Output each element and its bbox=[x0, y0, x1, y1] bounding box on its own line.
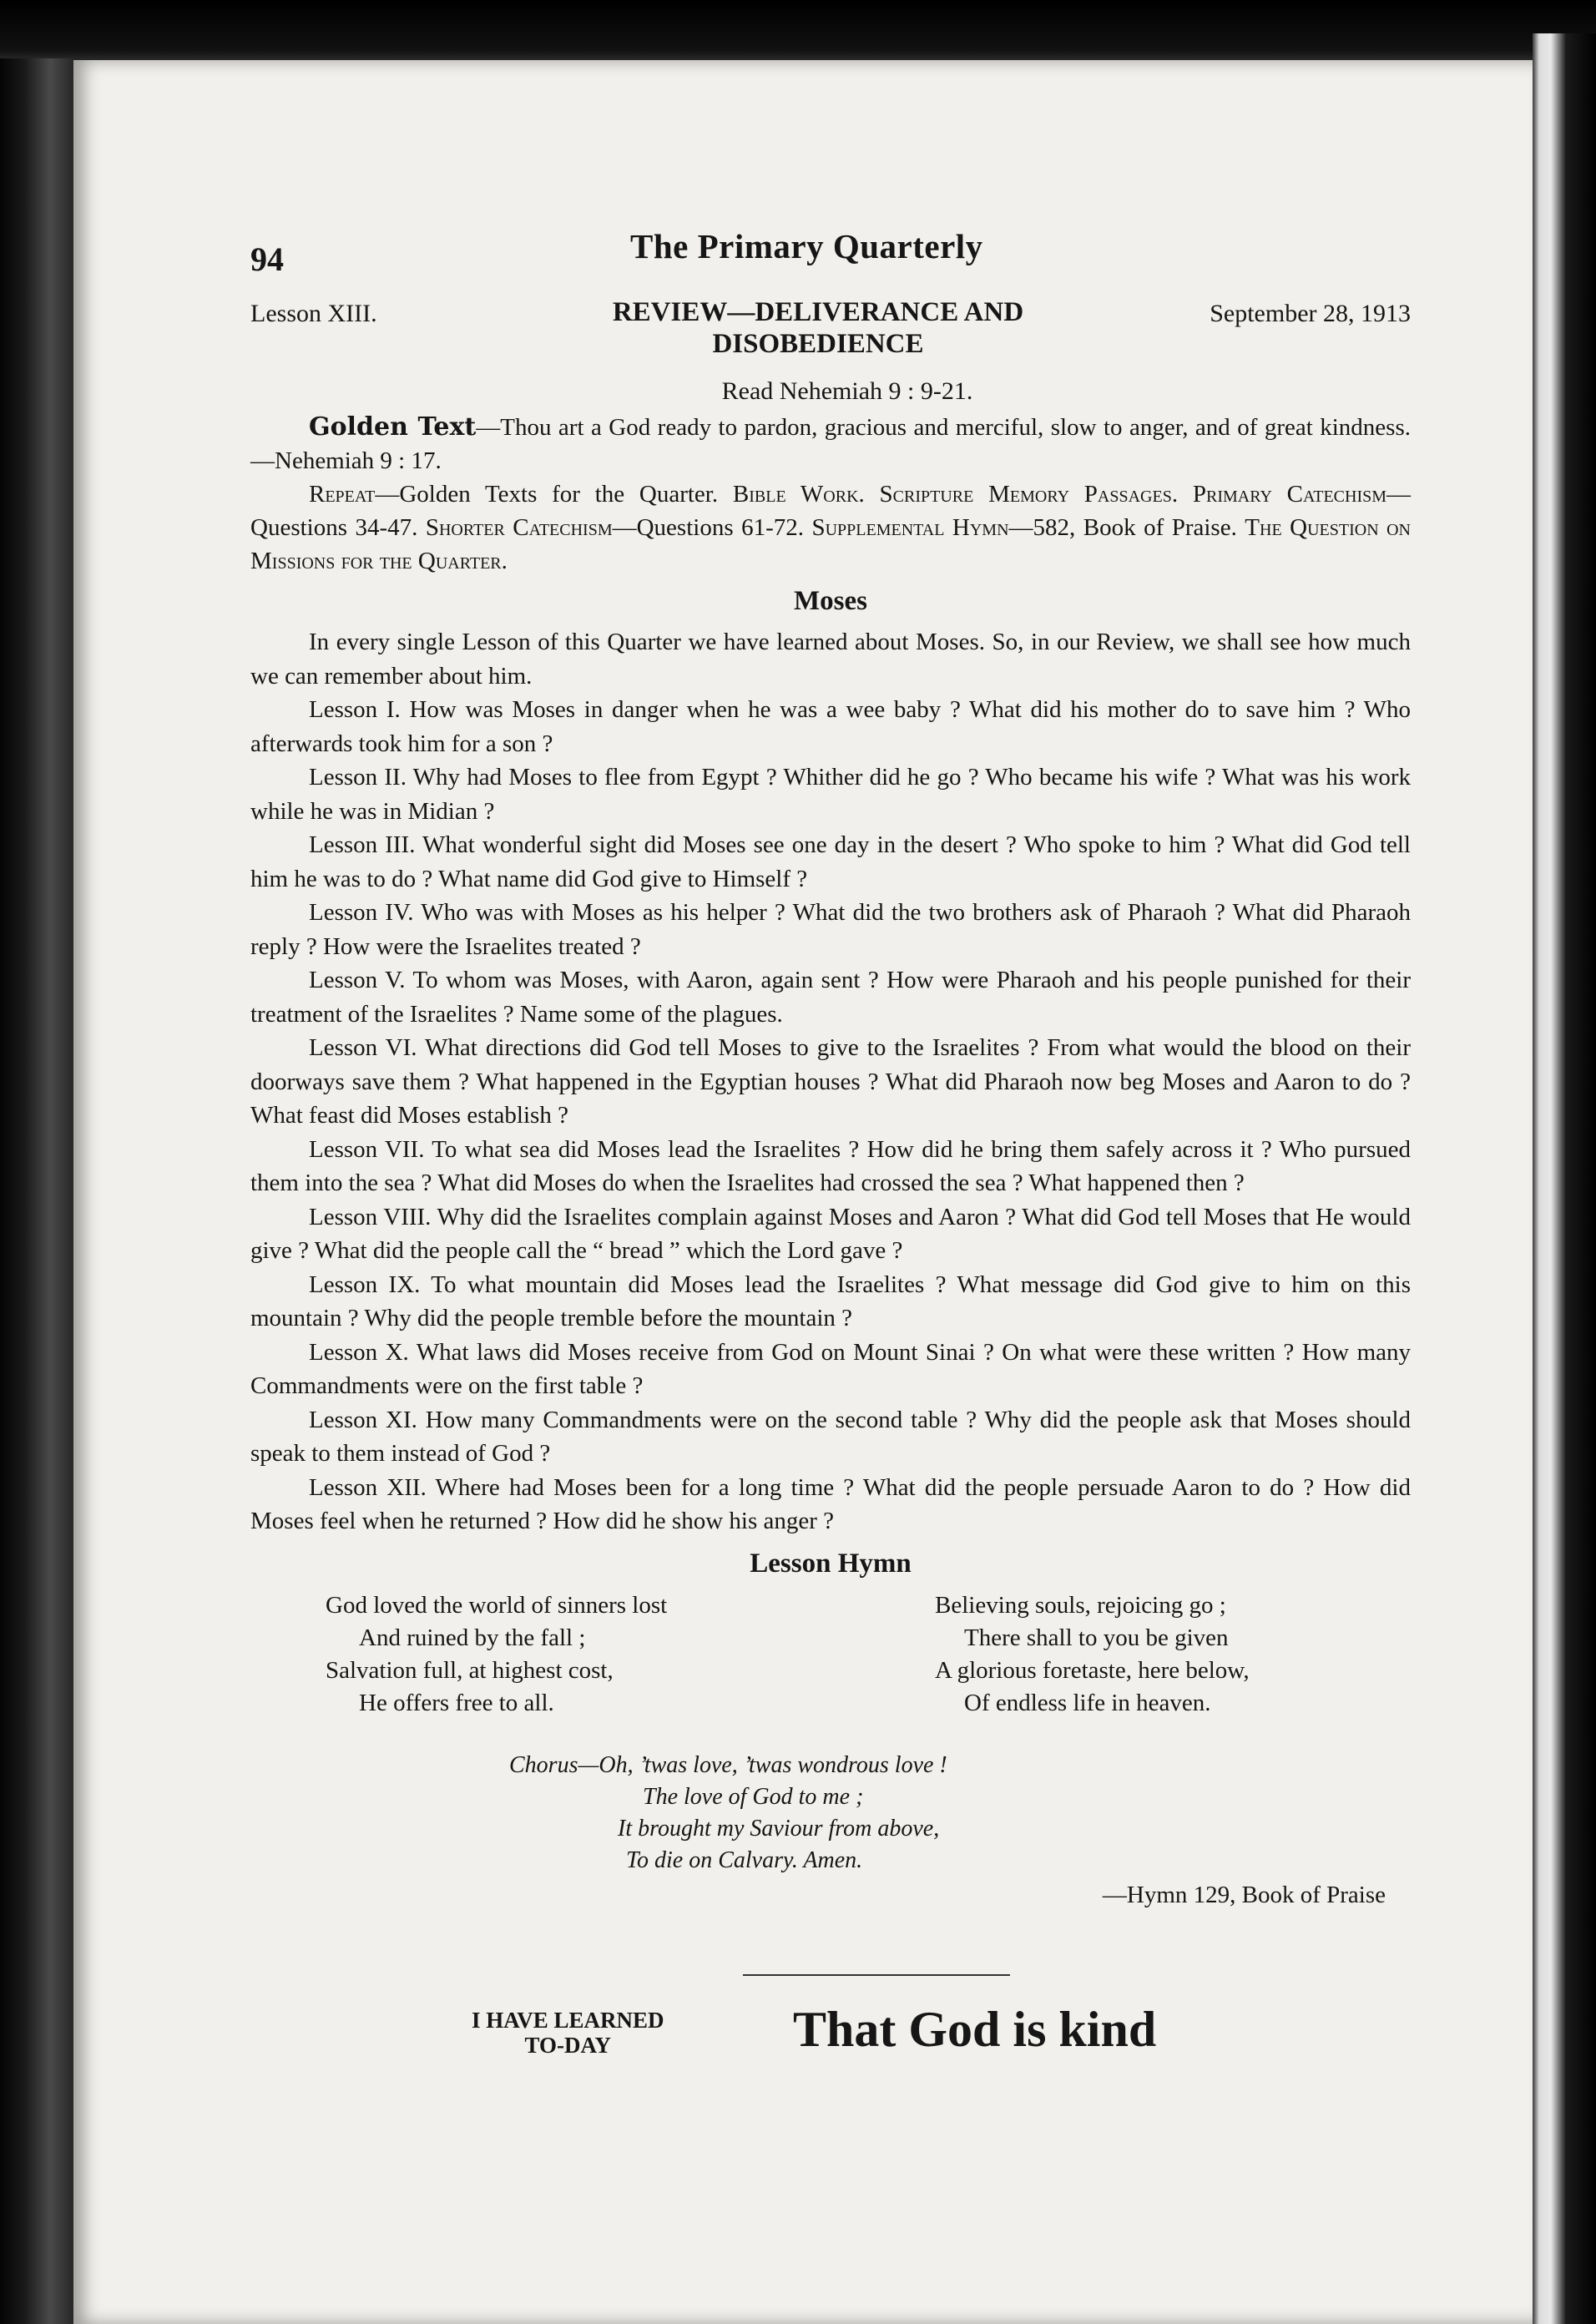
lesson-questions-text: To what sea did Moses lead the Israelites ? How did he bring them safely across it ? Who pursued them into the sea ? What did Moses do when the Israelites had crossed the sea ? What happened then ? bbox=[250, 1135, 1411, 1196]
lesson-questions bbox=[250, 1133, 1411, 1200]
lesson-questions bbox=[250, 1471, 1411, 1538]
lesson-questions-label: Lesson X. bbox=[309, 1338, 409, 1366]
section-heading: Moses bbox=[794, 586, 867, 616]
assignment-label: Supplemental Hymn bbox=[811, 514, 1009, 541]
page-content bbox=[250, 221, 1412, 2058]
hymn-chorus bbox=[509, 1750, 1411, 1877]
lesson-questions-text: Why did the Israelites complain against Moses and Aaron ? What did God tell Moses that He would give ? What did the people call the “ bread ” which the Lord gave ? bbox=[250, 1203, 1411, 1264]
lesson-questions-text: Why had Moses to flee from Egypt ? Whither did he go ? Who became his wife ? What was his work while he was in Midian ? bbox=[250, 764, 1411, 825]
lesson-questions-text: Who was with Moses as his helper ? What did the two brothers ask of Pharaoh ? What did Pharaoh reply ? How were the Israelites treated ? bbox=[250, 899, 1411, 960]
assignment-label: Primary Catechism bbox=[1192, 481, 1387, 508]
hymn-source: —Hymn 129, Book of Praise bbox=[1102, 1881, 1386, 1908]
book-binding bbox=[0, 58, 77, 2324]
hymn-line: Salvation full, at highest cost, bbox=[326, 1656, 614, 1684]
assignment-text: —Questions 61-72. bbox=[612, 514, 812, 541]
lesson-questions bbox=[250, 896, 1411, 963]
lesson-questions-label: Lesson VII. bbox=[309, 1135, 425, 1163]
lesson-questions bbox=[250, 963, 1411, 1031]
lesson-questions-label: Lesson VIII. bbox=[309, 1203, 432, 1230]
lesson-questions-label: Lesson IV. bbox=[309, 899, 414, 926]
divider-rule bbox=[743, 1974, 1010, 1976]
scan-top-shadow bbox=[0, 0, 1596, 67]
lesson-questions-label: Lesson III. bbox=[309, 831, 416, 858]
lesson-questions bbox=[250, 1031, 1411, 1133]
hymn-verse-left bbox=[326, 1589, 667, 1720]
lesson-number: Lesson XIII. bbox=[250, 300, 377, 327]
lesson-questions-label: Lesson II. bbox=[309, 764, 407, 791]
lesson-questions-text: To whom was Moses, with Aaron, again sent ? How were Pharaoh and his people punished for their treatment of the Israelites ? Name some of the plagues. bbox=[250, 967, 1411, 1028]
hymn-line: A glorious foretaste, here below, bbox=[935, 1656, 1250, 1684]
page-header bbox=[250, 221, 1411, 278]
learned-label-line1: I HAVE LEARNED bbox=[472, 2008, 664, 2033]
running-title: The Primary Quarterly bbox=[630, 227, 983, 265]
lesson-questions-label: Lesson VI. bbox=[309, 1034, 417, 1061]
hymn-verse-right bbox=[935, 1589, 1250, 1720]
golden-text-body: —Thou art a God ready to pardon, gracious and merciful, slow to anger, and of great kindness.—Nehemiah 9 : 17. bbox=[250, 414, 1411, 474]
lesson-questions-label: Lesson XI. bbox=[309, 1406, 417, 1433]
assignment-text: —Questions 34-47. bbox=[250, 481, 1412, 541]
lesson-questions bbox=[250, 1403, 1411, 1471]
review-intro: In every single Lesson of this Quarter we have learned about Moses. So, in our Review, we shall see how much we can remember about him. bbox=[250, 629, 1411, 690]
scripture-reading: Read Nehemiah 9 : 9-21. bbox=[721, 377, 973, 405]
chorus-line: It brought my Saviour from above, bbox=[618, 1815, 940, 1842]
chorus-line: Chorus—Oh, ’twas love, ’twas wondrous love ! bbox=[509, 1751, 947, 1778]
lesson-title-line2: DISOBEDIENCE bbox=[712, 329, 924, 359]
assignment-label: Shorter Catechism bbox=[425, 514, 613, 541]
assignment-label: Scripture Memory Passages. bbox=[879, 481, 1179, 508]
golden-text bbox=[250, 411, 1411, 477]
lesson-questions-text: How many Commandments were on the second table ? Why did the people ask that Moses should speak to them instead of God ? bbox=[250, 1406, 1412, 1467]
assignment-text: —Golden Texts for the Quarter. bbox=[375, 481, 733, 508]
lesson-questions-text: To what mountain did Moses lead the Israelites ? What message did God give to him on this mountain ? Why did the people tremble before the mountain ? bbox=[250, 1271, 1412, 1331]
page-number: 94 bbox=[250, 240, 284, 278]
learned-label-line2: TO-DAY bbox=[524, 2033, 612, 2058]
assignment-label: The Question on Missions for the Quarter. bbox=[250, 514, 1411, 574]
lesson-questions-label: Lesson V. bbox=[309, 967, 406, 993]
learned-label bbox=[472, 2008, 664, 2058]
hymn-line: Of endless life in heaven. bbox=[964, 1689, 1211, 1716]
lesson-title bbox=[551, 296, 1085, 360]
lesson-questions-text: What laws did Moses receive from God on Mount Sinai ? On what were these written ? How many Commandments were on the first table ? bbox=[250, 1338, 1411, 1399]
hymn-line: Believing souls, rejoicing go ; bbox=[935, 1591, 1226, 1619]
hymn-line: He offers free to all. bbox=[359, 1689, 554, 1716]
hymn-heading: Lesson Hymn bbox=[750, 1548, 912, 1579]
lesson-questions bbox=[250, 1336, 1411, 1403]
lesson-questions bbox=[250, 693, 1411, 760]
lesson-questions-label: Lesson I. bbox=[309, 696, 401, 723]
lesson-questions bbox=[250, 1200, 1411, 1268]
lesson-questions-label: Lesson IX. bbox=[309, 1271, 421, 1298]
golden-text-label: Golden Text bbox=[309, 412, 477, 442]
lesson-questions bbox=[250, 1268, 1411, 1336]
learned-phrase: That God is kind bbox=[793, 2002, 1157, 2057]
hymn-line: God loved the world of sinners lost bbox=[326, 1591, 668, 1619]
chorus-line: The love of God to me ; bbox=[643, 1783, 864, 1810]
lesson-questions-text: What directions did God tell Moses to give to the Israelites ? From what would the blood on their doorways save them ? What happened in the Egyptian houses ? What did Pharaoh now beg Moses and Aaron to do ? What feast did Moses establish ? bbox=[250, 1034, 1411, 1129]
assignment-label: Repeat bbox=[309, 481, 376, 508]
lesson-header bbox=[250, 296, 1411, 376]
learned-today bbox=[250, 2001, 1411, 2101]
lesson-title-line1: REVIEW—DELIVERANCE AND bbox=[612, 297, 1024, 327]
hymn-line: There shall to you be given bbox=[964, 1624, 1229, 1651]
lesson-questions-text: Where had Moses been for a long time ? What did the people persuade Aaron to do ? How did Moses feel when he returned ? How did he show his anger ? bbox=[250, 1473, 1411, 1534]
page-edge bbox=[1533, 33, 1596, 2324]
chorus-line: To die on Calvary. Amen. bbox=[626, 1847, 863, 1873]
hymn-verses bbox=[250, 1589, 1411, 1748]
review-questions bbox=[250, 625, 1411, 1538]
lesson-questions bbox=[250, 828, 1411, 896]
lesson-questions-text: How was Moses in danger when he was a wee baby ? What did his mother do to save him ? Who afterwards took him for a son ? bbox=[250, 696, 1412, 757]
lesson-questions-text: What wonderful sight did Moses see one day in the desert ? Who spoke to him ? What did God tell him he was to do ? What name did God give to Himself ? bbox=[250, 831, 1411, 892]
assignments bbox=[250, 477, 1411, 578]
lesson-questions-label: Lesson XII. bbox=[309, 1473, 427, 1501]
assignment-text bbox=[865, 481, 880, 508]
hymn-line: And ruined by the fall ; bbox=[359, 1624, 586, 1651]
lesson-questions bbox=[250, 760, 1411, 828]
assignment-text bbox=[1178, 481, 1193, 508]
assignment-text: —582, Book of Praise. bbox=[1008, 514, 1245, 541]
lesson-date: September 28, 1913 bbox=[1210, 300, 1411, 327]
assignment-label: Bible Work. bbox=[732, 481, 865, 508]
